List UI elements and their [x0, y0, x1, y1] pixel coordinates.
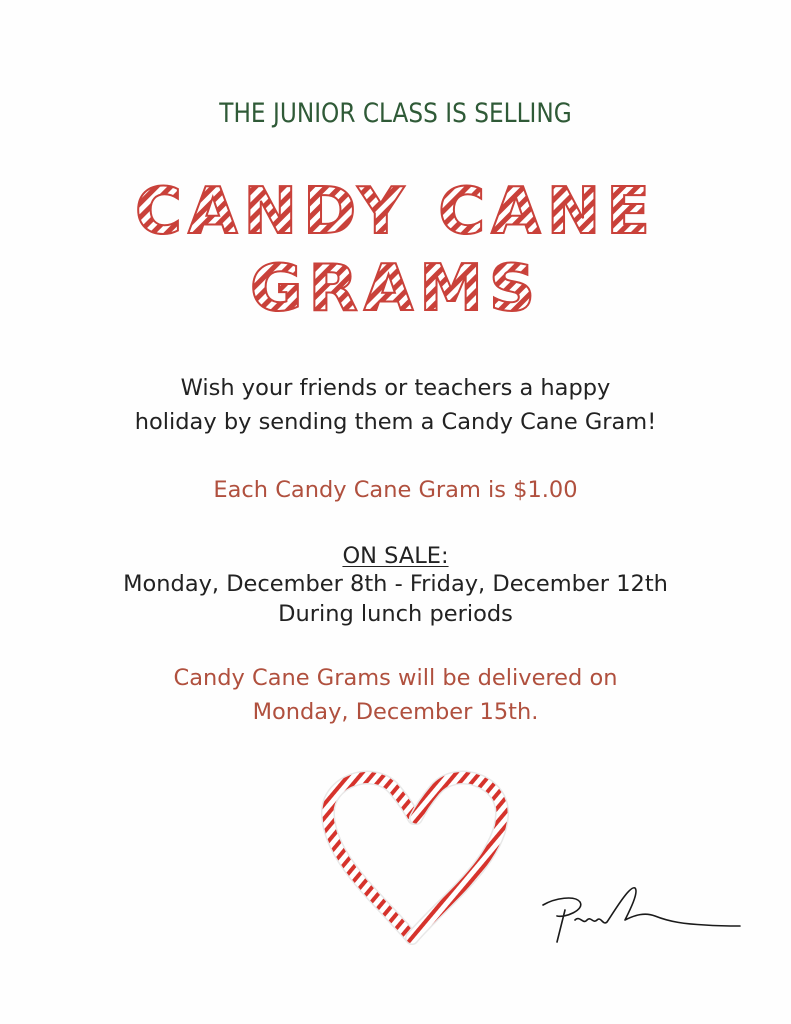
sale-times: During lunch periods	[278, 601, 513, 627]
title-line-1: CANDY CANE	[135, 175, 656, 249]
intro-text	[0, 371, 791, 439]
delivery-line-2: Monday, December 15th.	[252, 699, 539, 725]
sale-dates: Monday, December 8th - Friday, December 12th	[123, 571, 668, 597]
signature-image	[535, 880, 745, 950]
title-line-2: GRAMS	[249, 252, 542, 326]
intro-line-1: Wish your friends or teachers a happy	[180, 375, 611, 401]
candy-cane-title	[0, 170, 791, 330]
price-text: Each Candy Cane Gram is $1.00	[213, 477, 578, 503]
kicker-heading: THE JUNIOR CLASS IS SELLING	[219, 98, 572, 129]
sale-heading-label: ON SALE:	[342, 543, 449, 569]
intro-line-2: holiday by sending them a Candy Cane Gram!	[134, 409, 657, 435]
delivery-line-1: Candy Cane Grams will be delivered on	[173, 665, 618, 691]
candy-cane-heart-image	[300, 760, 530, 960]
